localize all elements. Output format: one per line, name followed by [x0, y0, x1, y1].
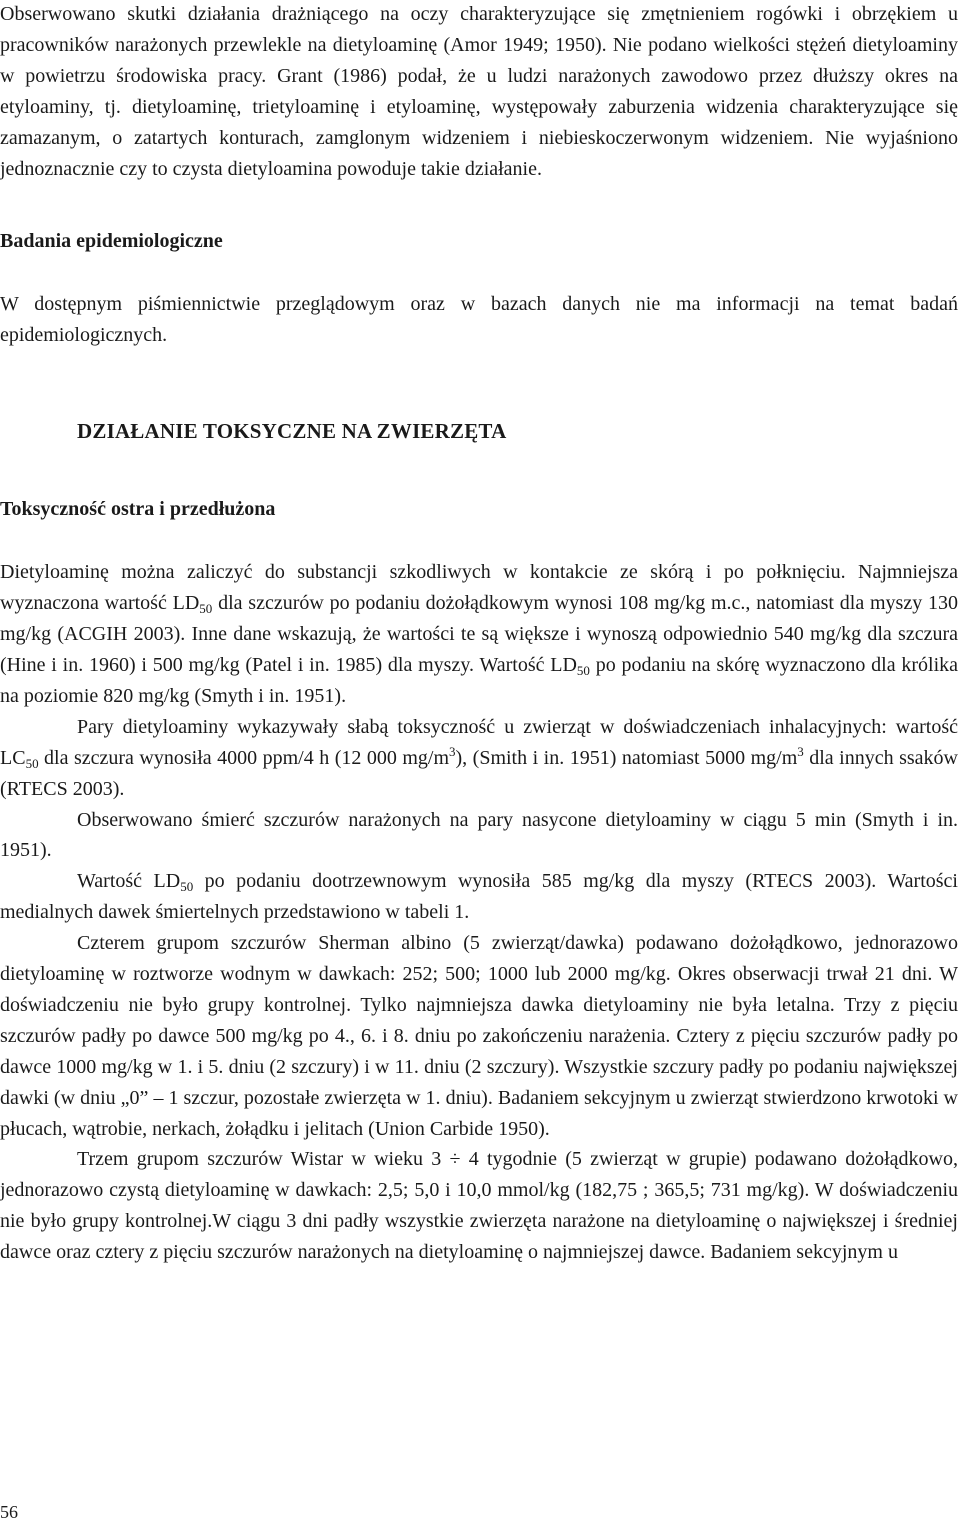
section-heading-animal-toxicity: DZIAŁANIE TOKSYCZNE NA ZWIERZĘTA	[77, 419, 507, 444]
text-run: Pary dietyloaminy wykazywały słabą toksyczność u zwierząt w doświadczeniach inhalacyjnych: wartość LC	[0, 715, 958, 769]
paragraph-epidemiology: W dostępnym piśmiennictwie przeglądowym oraz w bazach danych nie ma informacji na temat badań epidemiologicznych.	[0, 293, 958, 347]
superscript-3: 3	[797, 743, 804, 759]
text-run: po podaniu dootrzewnowym wynosiła 585 mg/kg dla myszy (RTECS 2003). Wartości medialnych dawek śmiertelnych przedstawiono w tabeli 1.	[0, 870, 958, 924]
text-run: dla innych ssaków (RTECS 2003).	[0, 746, 958, 800]
text-run: dla szczurów po podaniu dożołądkowym wynosi 108 mg/kg m.c., natomiast dla myszy 130 mg/kg (ACGIH 2003). Inne dane wskazują, że wartości te są większe i wynoszą odpowiednio 540 mg/kg dla szczura (Hine i in. 1960) i 500 mg/kg (Patel i in. 1985) dla myszy. Wartość LD	[0, 592, 958, 676]
text-run: Dietyloaminę można zaliczyć do substancji szkodliwych w kontakcie ze skórą i po połknięciu. Najmniejsza wyznaczona wartość LD	[0, 561, 958, 615]
text-run: po podaniu na skórę wyznaczono dla królika na poziomie 820 mg/kg (Smyth i in. 1951).	[0, 653, 958, 707]
heading-acute-toxicity: Toksyczność ostra i przedłużona	[0, 498, 276, 521]
page-number: 56	[0, 1502, 18, 1522]
text-run: dla szczura wynosiła 4000 ppm/4 h (12 000 mg/m	[38, 746, 450, 769]
paragraph-intraperitoneal	[0, 866, 958, 928]
paragraph-inhalation	[0, 712, 958, 805]
heading-epidemiology: Badania epidemiologiczne	[0, 230, 223, 253]
subscript-50: 50	[25, 755, 39, 771]
subscript-50: 50	[199, 601, 213, 617]
paragraph-ld50-values	[0, 557, 958, 712]
superscript-3: 3	[449, 743, 456, 759]
subscript-50: 50	[180, 879, 194, 895]
paragraph-saturated-vapours: Obserwowano śmierć szczurów narażonych na pary nasycone dietyloaminy w ciągu 5 min (Smyth i in. 1951).	[0, 808, 958, 862]
subscript-50: 50	[576, 662, 590, 678]
text-run: Wartość LD	[77, 870, 181, 893]
paragraph-sherman-rats: Czterem grupom szczurów Sherman albino (5 zwierząt/dawka) podawano dożołądkowo, jednorazowo dietyloaminę w roztworze wodnym w dawkach: 252; 500; 1000 lub 2000 mg/kg. Okres obserwacji trwał 21 dni. W doświadczeniu nie było grupy kontrolnej. Tylko najmniejsza dawka dietyloaminy nie była letalna. Trzy z pięciu szczurów padły po dawce 500 mg/kg po 4., 6. i 8. dniu po zakończeniu narażenia. Cztery z pięciu szczurów padły po dawce 1000 mg/kg w 1. i 5. dniu (2 szczury) i w 11. dniu (2 szczury). Wszystkie szczury padły po podaniu największej dawki (w dniu „0” – 1 szczur, pozostałe zwierzęta w 1. dniu). Badaniem sekcyjnym u zwierząt stwierdzono krwotoki w płucach, wątrobie, nerkach, żołądku i jelitach (Union Carbide 1950).	[0, 932, 958, 1140]
text-run: ), (Smith i in. 1951) natomiast 5000 mg/m	[455, 746, 798, 769]
paragraph-eye-effects: Obserwowano skutki działania drażniącego na oczy charakteryzujące się zmętnieniem rogówki i obrzękiem u pracowników narażonych przewlekle na dietyloaminę (Amor 1949; 1950). Nie podano wielkości stężeń dietyloaminy w powietrzu środowiska pracy. Grant (1986) podał, że u ludzi narażonych zawodowo przez dłuższy okres na etyloaminy, tj. dietyloaminę, trietyloaminę i etyloaminę, występowały zaburzenia widzenia charakteryzujące się zamazanym, o zatartych konturach, zamglonym widzeniem i niebieskoczerwonym widzeniem. Nie wyjaśniono jednoznacznie czy to czysta dietyloamina powoduje takie działanie.	[0, 3, 958, 180]
paragraph-wistar-rats: Trzem grupom szczurów Wistar w wieku 3 ÷ 4 tygodnie (5 zwierząt w grupie) podawano dożołądkowo, jednorazowo czystą dietyloaminę w dawkach: 2,5; 5,0 i 10,0 mmol/kg (182,75 ; 365,5; 731 mg/kg). W doświadczeniu nie było grupy kontrolnej.W ciągu 3 dni padły wszystkie zwierzęta narażone na dietyloaminę o największej i średniej dawce oraz cztery z pięciu szczurów narażonych na dietyloaminę o najmniejszej dawce. Badaniem sekcyjnym u	[0, 1148, 958, 1264]
